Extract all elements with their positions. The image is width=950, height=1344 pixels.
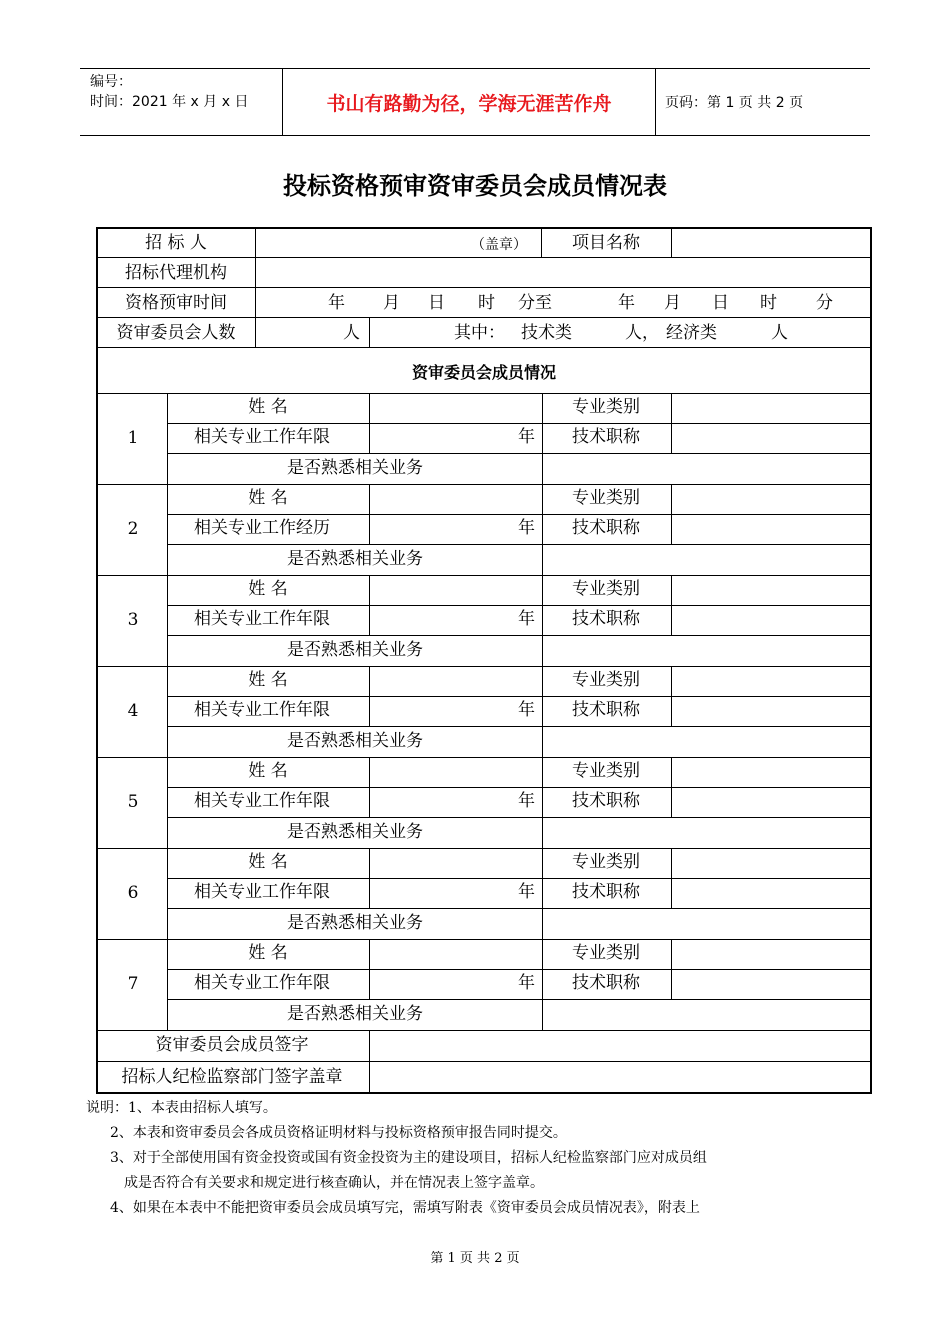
document-time-label: 时间：2021 年 x 月 x 日 (90, 94, 249, 110)
member-name-label: 姓 名 (248, 397, 288, 417)
tech-label: 技术类 (521, 323, 572, 343)
grid-line (167, 575, 168, 666)
member-name-field[interactable] (370, 666, 542, 696)
member-years-label: 相关专业工作经历 (194, 518, 330, 538)
econ-unit: 人 (771, 323, 788, 343)
member-years-unit: 年 (518, 882, 535, 902)
note-3-continued: 成是否符合有关要求和规定进行核查确认，并在情况表上签字盖章。 (124, 1175, 544, 1191)
inspection-sign-field[interactable] (370, 1061, 870, 1092)
header-info-cell (80, 69, 282, 135)
member-category-field[interactable] (672, 393, 870, 423)
count-unit: 人 (343, 323, 360, 343)
member-title-label: 技术职称 (572, 973, 640, 993)
member-title-field[interactable] (672, 423, 870, 453)
member-years-unit: 年 (518, 973, 535, 993)
member-familiar-label: 是否熟悉相关业务 (287, 640, 423, 660)
grid-line (167, 848, 168, 939)
econ-label: 经济类 (666, 323, 717, 343)
time-unit-label: 分至 (518, 293, 552, 313)
member-years-label: 相关专业工作年限 (194, 609, 330, 629)
note-3: 3、对于全部使用国有资金投资或国有资金投资为主的建设项目，招标人纪检监察部门应对成员组 (110, 1150, 707, 1166)
member-years-label: 相关专业工作年限 (194, 427, 330, 447)
grid-line (167, 393, 168, 484)
member-category-field[interactable] (672, 666, 870, 696)
member-familiar-label: 是否熟悉相关业务 (287, 913, 423, 933)
member-years-unit: 年 (518, 609, 535, 629)
member-name-field[interactable] (370, 484, 542, 514)
project-name-label: 项目名称 (572, 233, 640, 253)
member-name-label: 姓 名 (248, 670, 288, 690)
document-number-label: 编号： (90, 74, 132, 90)
grid-line (167, 666, 168, 757)
member-name-field[interactable] (370, 939, 542, 969)
member-title-field[interactable] (672, 514, 870, 544)
member-category-label: 专业类别 (572, 488, 640, 508)
time-unit-label: 月 (383, 293, 400, 313)
member-years-label: 相关专业工作年限 (194, 700, 330, 720)
note-4: 4、如果在本表中不能把资审委员会成员填写完，需填写附表《资审委员会成员情况表》，附表上 (110, 1200, 700, 1216)
grid-line (98, 317, 870, 318)
member-name-field[interactable] (370, 393, 542, 423)
seal-note: （盖章） (471, 237, 527, 253)
member-familiar-field[interactable] (543, 908, 870, 939)
member-name-label: 姓 名 (248, 488, 288, 508)
tenderer-label: 招 标 人 (145, 233, 207, 253)
member-title-label: 技术职称 (572, 609, 640, 629)
member-name-label: 姓 名 (248, 852, 288, 872)
member-number: 7 (127, 974, 139, 994)
member-title-label: 技术职称 (572, 700, 640, 720)
member-familiar-label: 是否熟悉相关业务 (287, 1004, 423, 1024)
grid-line (541, 229, 542, 257)
tech-unit: 人， (625, 323, 659, 343)
page-title: 投标资格预审资审委员会成员情况表 (283, 172, 667, 200)
member-familiar-label: 是否熟悉相关业务 (287, 549, 423, 569)
member-name-label: 姓 名 (248, 943, 288, 963)
member-familiar-field[interactable] (543, 635, 870, 666)
time-unit-label: 分 (816, 293, 833, 313)
time-unit-label: 年 (328, 293, 345, 313)
member-familiar-field[interactable] (543, 453, 870, 484)
member-number: 1 (127, 428, 139, 448)
member-category-label: 专业类别 (572, 670, 640, 690)
member-years-label: 相关专业工作年限 (194, 791, 330, 811)
members-sign-label: 资审委员会成员签字 (155, 1035, 309, 1055)
member-table (96, 227, 872, 1094)
member-number: 3 (127, 610, 139, 630)
member-familiar-field[interactable] (543, 999, 870, 1030)
member-title-label: 技术职称 (572, 791, 640, 811)
member-familiar-field[interactable] (543, 817, 870, 848)
grid-line (98, 287, 870, 288)
member-category-field[interactable] (672, 848, 870, 878)
member-title-field[interactable] (672, 605, 870, 635)
time-unit-label: 年 (618, 293, 635, 313)
member-category-label: 专业类别 (572, 397, 640, 417)
time-unit-label: 日 (712, 293, 729, 313)
member-years-label: 相关专业工作年限 (194, 973, 330, 993)
agency-label: 招标代理机构 (125, 263, 227, 283)
member-category-field[interactable] (672, 757, 870, 787)
member-number: 2 (127, 519, 139, 539)
member-years-unit: 年 (518, 700, 535, 720)
member-number: 5 (127, 792, 139, 812)
header-slogan: 书山有路勤为径，学海无涯苦作舟 (282, 69, 656, 135)
time-unit-label: 月 (664, 293, 681, 313)
member-title-label: 技术职称 (572, 882, 640, 902)
member-title-field[interactable] (672, 969, 870, 999)
among-label: 其中： (454, 323, 505, 343)
member-category-field[interactable] (672, 575, 870, 605)
member-name-field[interactable] (370, 575, 542, 605)
page-footer: 第 1 页 共 2 页 (430, 1251, 520, 1266)
member-category-label: 专业类别 (572, 579, 640, 599)
grid-line (167, 939, 168, 1030)
time-unit-label: 时 (478, 293, 495, 313)
member-years-unit: 年 (518, 791, 535, 811)
document-header (80, 68, 870, 136)
grid-line (98, 347, 870, 348)
members-sign-field[interactable] (370, 1030, 870, 1060)
member-name-field[interactable] (370, 848, 542, 878)
member-familiar-label: 是否熟悉相关业务 (287, 458, 423, 478)
section-title: 资审委员会成员情况 (411, 363, 557, 382)
member-category-field[interactable] (672, 484, 870, 514)
member-category-label: 专业类别 (572, 761, 640, 781)
member-number: 4 (127, 701, 139, 721)
member-name-field[interactable] (370, 757, 542, 787)
grid-line (369, 317, 370, 347)
agency-field[interactable] (256, 258, 870, 287)
note-1: 说明：1、本表由招标人填写。 (86, 1100, 277, 1116)
member-category-label: 专业类别 (572, 943, 640, 963)
prequal-time-label: 资格预审时间 (125, 293, 227, 313)
member-number: 6 (127, 883, 139, 903)
time-unit-label: 日 (428, 293, 445, 313)
project-name-field[interactable] (672, 229, 870, 257)
member-title-field[interactable] (672, 787, 870, 817)
member-title-field[interactable] (672, 696, 870, 726)
member-years-unit: 年 (518, 427, 535, 447)
header-page-number: 页码：第 1 页 共 2 页 (665, 95, 804, 111)
inspection-sign-label: 招标人纪检监察部门签字盖章 (121, 1067, 343, 1087)
member-name-label: 姓 名 (248, 761, 288, 781)
grid-line (167, 757, 168, 848)
member-title-field[interactable] (672, 878, 870, 908)
member-familiar-label: 是否熟悉相关业务 (287, 822, 423, 842)
member-category-label: 专业类别 (572, 852, 640, 872)
note-2: 2、本表和资审委员会各成员资格证明材料与投标资格预审报告同时提交。 (110, 1125, 567, 1141)
member-years-unit: 年 (518, 518, 535, 538)
member-name-label: 姓 名 (248, 579, 288, 599)
member-familiar-field[interactable] (543, 726, 870, 757)
time-unit-label: 时 (760, 293, 777, 313)
member-title-label: 技术职称 (572, 518, 640, 538)
member-category-field[interactable] (672, 939, 870, 969)
member-years-label: 相关专业工作年限 (194, 882, 330, 902)
member-familiar-label: 是否熟悉相关业务 (287, 731, 423, 751)
member-title-label: 技术职称 (572, 427, 640, 447)
member-familiar-field[interactable] (543, 544, 870, 575)
grid-line (167, 484, 168, 575)
committee-count-label: 资审委员会人数 (116, 323, 236, 343)
